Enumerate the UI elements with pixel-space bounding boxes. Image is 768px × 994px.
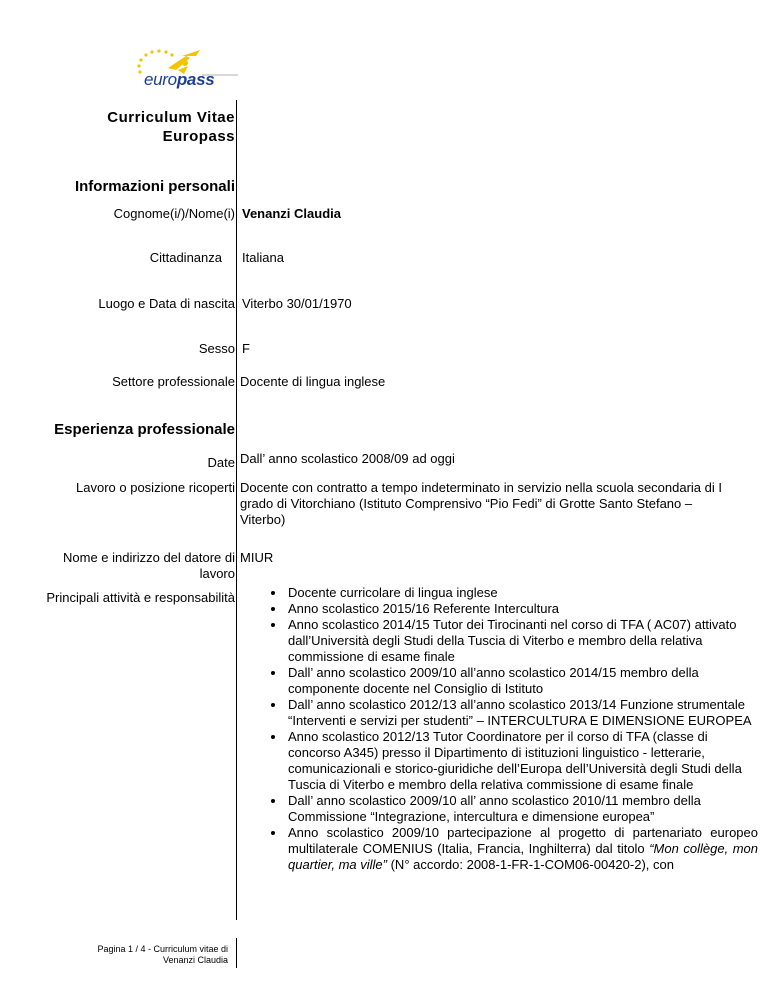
activity-item: • Dall’ anno scolastico 2009/10 all’ anno scolastico 2010/11 membro della Commissione “Integrazione, intercultura e dimensione europea” (286, 793, 758, 825)
value-birth: Viterbo 30/01/1970 (242, 296, 352, 311)
footer-line1: Pagina 1 / 4 - Curriculum vitae di (97, 944, 228, 954)
activity-comenius-title: “Mon collège, mon quartier, ma ville” (288, 841, 758, 872)
column-divider-top (236, 100, 237, 920)
activity-item-comenius (286, 825, 758, 873)
value-sector: Docente di lingua inglese (240, 374, 386, 389)
activity-item: • Anno scolastico 2015/16 Referente Intercultura (286, 601, 758, 617)
activities-list (258, 585, 758, 873)
value-date: Dall’ anno scolastico 2008/09 ad oggi (240, 451, 455, 466)
label-employer (63, 550, 235, 582)
activity-comenius-tail: (N° accordo: 2008-1-FR-1-COM06-00420-2), con (386, 857, 674, 872)
cv-title-line2: Europass (162, 128, 235, 145)
cv-title (107, 108, 235, 146)
activity-comenius-text: Anno scolastico 2009/10 partecipazione al progetto di partenariato europeo multilaterale COMENIUS (Italia, Francia, Inghilterra) dal titolo (288, 825, 758, 856)
label-activities: Principali attività e responsabilità (46, 590, 235, 605)
activity-item: • Anno scolastico 2012/13 Tutor Coordinatore per il corso di TFA (classe di concorso A345) presso il Dipartimento di istituzioni linguistico - letterarie, comunicazionali e storico-giuridiche dell’Europa dell’Università degli Studi della Tuscia di Viterbo e membro della relativa commissione di esame finale (286, 729, 758, 793)
value-citizenship: Italiana (242, 250, 284, 265)
activity-item: • Dall’ anno scolastico 2009/10 all’anno scolastico 2014/15 membro della componente docente nel Consiglio di Istituto (286, 665, 758, 697)
page-footer (97, 944, 228, 966)
label-employer-line2: lavoro (199, 566, 235, 581)
value-sex: F (242, 341, 250, 356)
experience-heading: Esperienza professionale (54, 421, 235, 438)
column-divider-footer (236, 938, 237, 968)
logo-text-pass: pass (176, 70, 215, 89)
logo-text-euro: euro (144, 70, 177, 89)
label-sex: Sesso (198, 341, 235, 356)
value-job: Docente con contratto a tempo indeterminato in servizio nella scuola secondaria di I grado di Vitorchiano (Istituto Comprensivo “Pio Fedi” di Grotte Santo Stefano – Viterbo) (240, 480, 722, 527)
label-date: Date (207, 455, 235, 470)
label-citizenship: Cittadinanza (149, 250, 222, 265)
cv-title-line1: Curriculum Vitae (107, 109, 235, 126)
value-employer: MIUR (240, 550, 274, 565)
personal-info-heading: Informazioni personali (74, 178, 235, 195)
activity-item: • Docente curricolare di lingua inglese (286, 585, 758, 601)
label-employer-line1: Nome e indirizzo del datore di (63, 550, 235, 565)
value-name: Venanzi Claudia (242, 206, 341, 221)
label-name: Cognome(i/)/Nome(i) (113, 206, 235, 221)
europass-logo (130, 48, 242, 94)
activity-item: • Dall’ anno scolastico 2012/13 all’anno scolastico 2013/14 Funzione strumentale “Interventi e servizi per studenti” – INTERCULTURA E DIMENSIONE EUROPEA (286, 697, 758, 729)
label-birth: Luogo e Data di nascita (98, 296, 235, 311)
label-job: Lavoro o posizione ricoperti (76, 480, 235, 495)
activity-item: • Anno scolastico 2014/15 Tutor dei Tirocinanti nel corso di TFA ( AC07) attivato dall’Università degli Studi della Tuscia di Viterbo e membro della relativa commissione di esame finale (286, 617, 758, 665)
footer-line2: Venanzi Claudia (162, 955, 228, 965)
label-sector: Settore professionale (112, 374, 235, 389)
